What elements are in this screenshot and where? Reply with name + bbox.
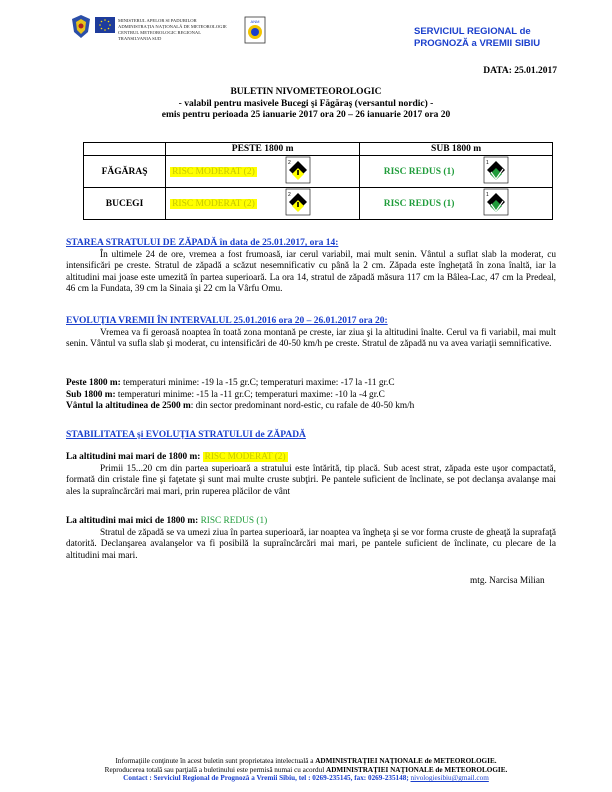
footer-line-1: [0, 757, 612, 766]
stability-low-label: La altitudini mai mici de 1800 m:: [66, 516, 199, 526]
danger-level-number: 1: [485, 160, 489, 166]
org-line: MINISTERUL APELOR SI PADURILOR: [118, 18, 197, 23]
risk-below-label: RISC REDUS (1): [383, 198, 455, 209]
footer-text: Reproducerea totală sau parţială a buletinului este permisă numai cu acordul: [104, 765, 326, 774]
footer-org: ADMINISTRAŢIEI NAŢIONALE de METEOROLOGIE.: [315, 757, 497, 765]
footer-contact: Contact : Serviciul Regional de Prognoză a Vremii Sibiu, tel : 0269-235145, fax: 0269-235148;: [123, 774, 411, 783]
risk-icon-cell: [280, 188, 359, 220]
temp-below-label: Sub 1800 m:: [66, 389, 116, 400]
weather-text: Vremea va fi geroasă noaptea în toată zona montană pe creste, iar ziua şi la altitudini înalte. Cerul va fi variabil, mai mult senin. Vântul va sufla slab şi moderat, cu intensificări de 40-50 km/h pe creste. Stratul de zăpadă nu va avea variaţii semnificative.: [66, 327, 556, 349]
wind-line: [66, 401, 556, 413]
organization-text: [118, 18, 228, 42]
signature: mtg. Narcisa Milian: [470, 576, 545, 586]
temp-below-line: [66, 390, 556, 402]
table-row: [84, 156, 553, 188]
snow-state-title: STAREA STRATULUI DE ZĂPADĂ în data de 25.01.2017, ora 14:: [66, 238, 339, 248]
risk-moderate-icon: [280, 188, 316, 216]
footer-line-3: [0, 774, 612, 783]
danger-level-number: 1: [485, 192, 489, 198]
stability-title: STABILITATEA şi EVOLUŢIA STRATULUI de ZĂPADĂ: [66, 430, 306, 440]
header-below: SUB 1800 m: [360, 143, 553, 156]
service-line: PROGNOZĂ a VREMII SIBIU: [414, 37, 541, 49]
stability-low-heading: [66, 516, 556, 528]
snow-state-section: [66, 238, 556, 296]
temp-above-line: [66, 378, 556, 390]
footer-email-link[interactable]: nivologiesibiu@gmail.com: [410, 774, 489, 783]
org-line: ADMINISTRAȚIA NAȚIONALĂ DE METEOROLOGIE: [118, 24, 227, 29]
risk-above-label: RISC MODERAT (2): [172, 166, 255, 177]
risk-below-label: RISC REDUS (1): [383, 166, 455, 177]
risk-above-label: RISC MODERAT (2): [172, 198, 255, 209]
risk-table: [83, 142, 553, 220]
weather-title: EVOLUŢIA VREMII ÎN INTERVALUL 25.01.2016 ora 20 – 26.01.2017 ora 20:: [66, 316, 388, 326]
risk-low-icon: [478, 188, 514, 216]
risk-icon-cell: [478, 188, 553, 220]
risk-cell-above: [166, 188, 281, 220]
risk-icon-cell: [280, 156, 359, 188]
snow-state-text: În ultimele 24 de ore, vremea a fost frumoasă, iar cerul variabil, mai mult senin. Vântul a suflat slab la moderat, cu intensificări pe creste. Stratul de zăpadă a scăzut nesemnificativ cu până la 2 cm. Zăpada este îngheţată în zona înaltă, iar la altitudini mai joase este umezită în partea superioară. La ora 14, stratul de zăpadă măsura 117 cm la Bâlea-Lac, 47 cm la Predeal, 46 cm la Fundata, 39 cm la Sinaia şi 22 cm la Vârfu Omu.: [66, 249, 556, 294]
bulletin-period: emis pentru perioada 25 ianuarie 2017 ora 20 – 26 ianuarie 2017 ora 20: [161, 110, 451, 120]
eu-flag-icon: [95, 17, 115, 33]
stability-low: [66, 516, 556, 562]
weather-section: [66, 316, 556, 351]
wind-text: : din sector predominant nord-estic, cu rafale de 40-50 km/h: [190, 401, 415, 411]
bulletin-heading: [0, 87, 612, 122]
stability-high-text: Primii 15...20 cm din partea superioară a stratului este întărită, tip placă. Sub acest strat, zăpada este uşor compactată, formată din cristale fine şi faţetate şi sunt mai multe cruste subţiri. Pe pantele suficient de înclinate, se pot declanşa avalanşe mai ales la supraîncărcări mai mari, prin ruperea plăcilor de vânt: [66, 463, 556, 497]
bulletin-date: DATA: 25.01.2017: [483, 66, 557, 76]
massif-name: FĂGĂRAŞ: [84, 156, 166, 188]
massif-name: BUCEGI: [84, 188, 166, 220]
stability-high-risk: RISC MODERAT (2): [204, 452, 286, 462]
stability-high-label: La altitudini mai mari de 1800 m:: [66, 452, 201, 462]
risk-low-icon: [478, 156, 514, 184]
risk-icon-cell: [478, 156, 553, 188]
anm-logo-text: ANM: [250, 19, 260, 24]
bulletin-subtitle: - valabil pentru masivele Bucegi şi Făgăraş (versantul nordic) -: [178, 98, 434, 109]
bulletin-title: BULETIN NIVOMETEOROLOGIC: [230, 87, 382, 97]
stability-low-risk: RISC REDUS (1): [200, 516, 268, 526]
risk-cell-below: [360, 188, 478, 220]
risk-cell-above: [166, 156, 281, 188]
stability-section: [66, 430, 556, 442]
risk-cell-below: [360, 156, 478, 188]
service-line: SERVICIUL REGIONAL de: [414, 26, 531, 37]
anm-logo: [244, 16, 266, 44]
footer: [0, 757, 612, 783]
org-line: CENTRUL METEOROLOGIC REGIONAL TRANSILVANIA SUD: [118, 30, 201, 41]
risk-table-header: [84, 143, 553, 156]
danger-level-number: 2: [288, 160, 292, 166]
danger-level-number: 2: [288, 192, 292, 198]
header-empty: [84, 143, 166, 156]
stability-low-text: Stratul de zăpadă se va umezi ziua în partea superioară, iar noaptea va îngheţa şi se vor forma cruste de gheaţă la suprafaţă datorită. Declanşarea avalanşelor va fi posibilă la supraîncărcări mai mari, pe pantele suficient de înclinate, cu plecare de la altitudini mai mari.: [66, 527, 556, 561]
wind-label: Vântul la altitudinea de 2500 m: [66, 401, 191, 411]
table-row: [84, 188, 553, 220]
temperatures: [66, 378, 556, 413]
header-above: PESTE 1800 m: [166, 143, 360, 156]
temp-below-text: temperaturi minime: -15 la -11 gr.C; temperaturi maxime: -10 la -4 gr.C: [115, 389, 385, 400]
service-title: [414, 26, 540, 49]
footer-text: Informaţiile conţinute în acest buletin sunt proprietatea intelectuală a: [115, 757, 316, 765]
stability-high: [66, 452, 556, 498]
stability-high-heading: [66, 452, 556, 464]
risk-moderate-icon: [280, 156, 316, 184]
temp-above-label: Peste 1800 m:: [66, 378, 121, 388]
temp-above-text: temperaturi minime: -19 la -15 gr.C; temperaturi maxime: -17 la -11 gr.C: [120, 378, 395, 388]
romania-logo: [70, 14, 92, 40]
footer-org: ADMINISTRAŢIEI NAŢIONALE de METEOROLOGIE.: [326, 765, 508, 774]
footer-line-2: [0, 766, 612, 775]
